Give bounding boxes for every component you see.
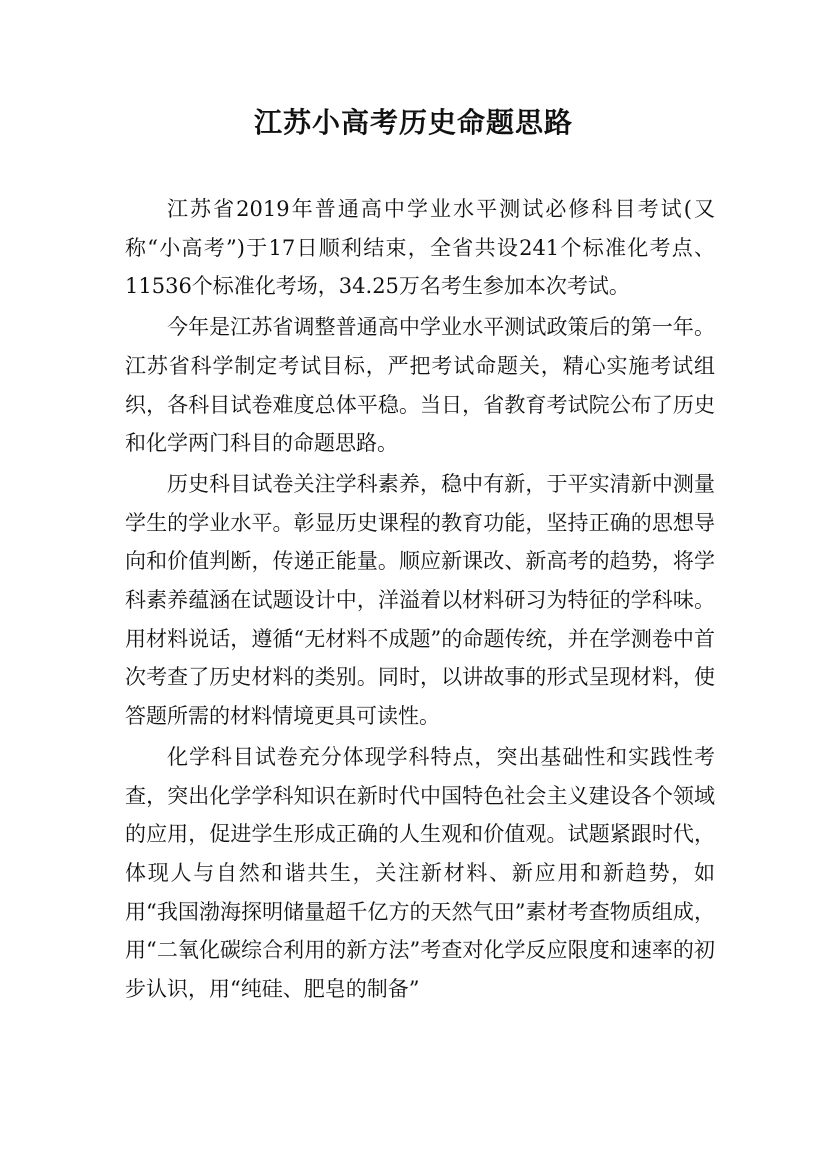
- document-title: 江苏小高考历史命题思路: [253, 106, 573, 139]
- document-body: [125, 190, 715, 1011]
- paragraph-2: 今年是江苏省调整普通高中学业水平测试政策后的第一年。江苏省科学制定考试目标，严把考试命题关，精心实施考试组织，各科目试卷难度总体平稳。当日，省教育考试院公布了历史和化学两门科目的命题思路。: [125, 315, 715, 456]
- paragraph-1: 江苏省2019年普通高中学业水平测试必修科目考试(又称“小高考”)于17日顺利结束，全省共设241个标准化考点、11536个标准化考场，34.25万名考生参加本次考试。: [125, 197, 715, 299]
- paragraph-3: 历史科目试卷关注学科素养，稳中有新，于平实清新中测量学生的学业水平。彰显历史课程的教育功能，坚持正确的思想导向和价值判断，传递正能量。顺应新课改、新高考的趋势，将学科素养蕴涵在试题设计中，洋溢着以材料研习为特征的学科味。用材料说话，遵循“无材料不成题”的命题传统，并在学测卷中首次考查了历史材料的类别。同时，以讲故事的形式呈现材料，使答题所需的材料情境更具可读性。: [125, 471, 715, 729]
- paragraph-4: 化学科目试卷充分体现学科特点，突出基础性和实践性考查，突出化学学科知识在新时代中国特色社会主义建设各个领域的应用，促进学生形成正确的人生观和价值观。试题紧跟时代，体现人与自然和谐共生，关注新材料、新应用和新趋势，如用“我国渤海探明储量超千亿方的天然气田”素材考查物质组成，用“二氧化碳综合利用的新方法”考查对化学反应限度和速率的初步认识，用“纯硅、肥皂的制备”: [125, 744, 715, 1002]
